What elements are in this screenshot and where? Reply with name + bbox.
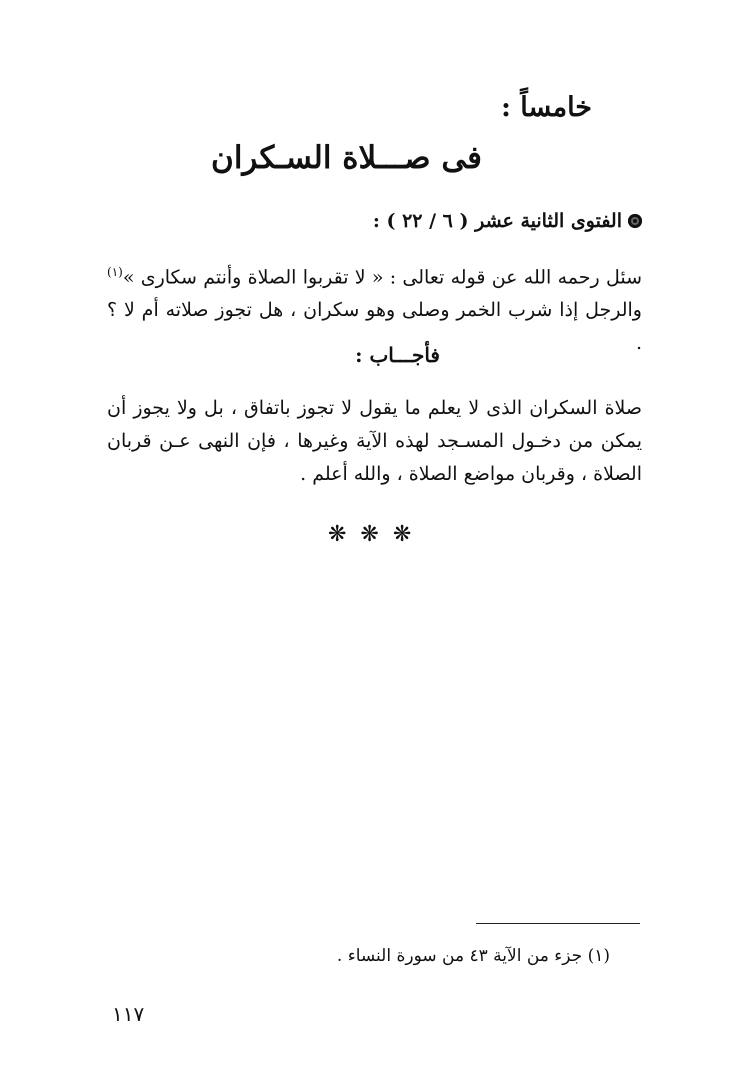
answer-text: صلاة السكران الذى لا يعلم ما يقول لا تجوز باتفاق ، بل ولا يجوز أن يمكن من دخـول المسـجد لهذه الآية وغيرها ، فإن النهى عـن قربان الصلاة ، وقربان مواضع الصلاة ، والله أعلم . (107, 397, 642, 485)
answer-heading: فأجـــاب : (355, 343, 440, 367)
footnote-rule (476, 923, 640, 924)
question-continuation: والرجل إذا شرب الخمر وصلى وهو سكران ، هل تجوز صلاته أم لا ؟ . (107, 299, 642, 355)
footnote: (١) جزء من الآية ٤٣ من سورة النساء . (336, 946, 610, 966)
section-separator: ❋❋❋ (328, 522, 426, 547)
question-text: سئل رحمه الله عن قوله تعالى : « لا تقربوا الصلاة وأنتم سكارى » (122, 266, 642, 289)
page-number: ١١٧ (112, 1002, 145, 1026)
bullet-icon (628, 214, 642, 228)
footnote-reference: (١) (107, 265, 123, 279)
section-title: فى صـــلاة السـكران (211, 140, 482, 176)
fatwa-heading-text: الفتوى الثانية عشر ( ٦ / ٢٢ ) : (372, 210, 622, 232)
fatwa-heading (373, 210, 642, 232)
section-label: خامساً : (500, 92, 592, 123)
